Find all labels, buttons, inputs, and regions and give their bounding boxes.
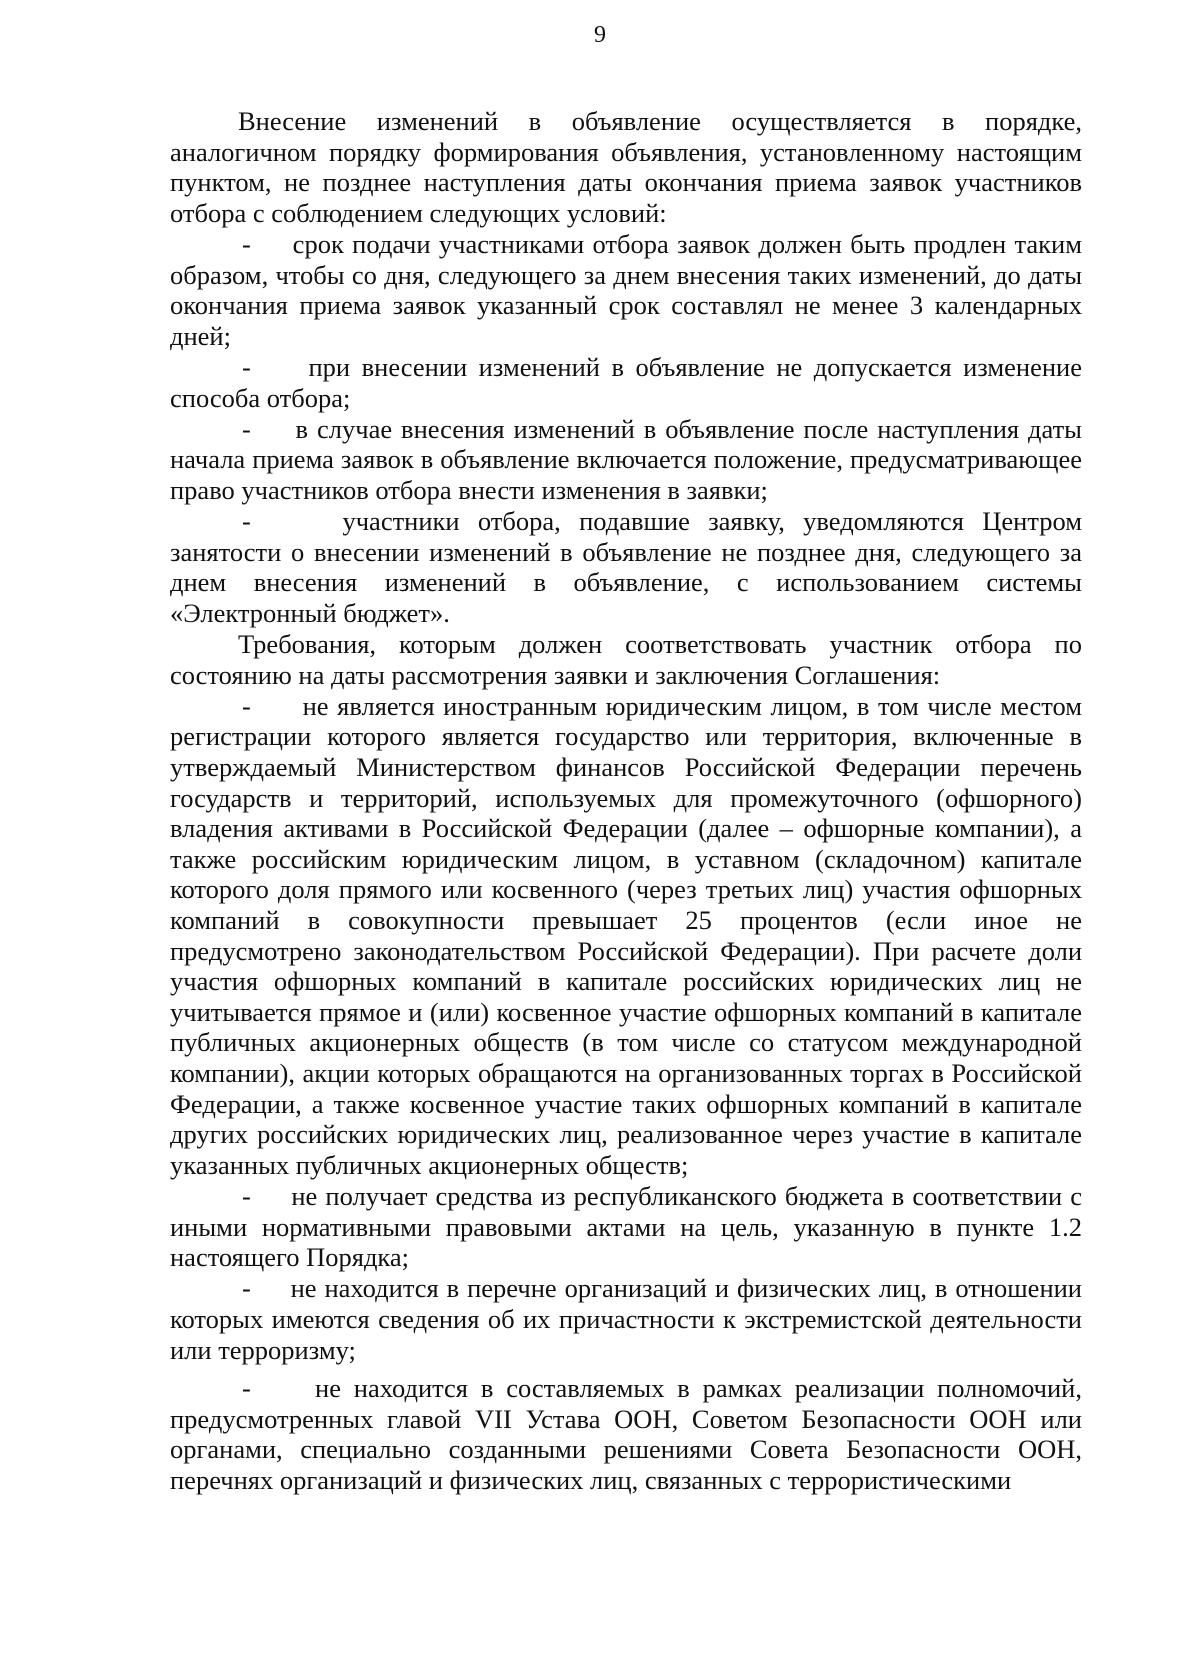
list-item: - при внесении изменений в объявление не допускается изменение способа отбора;: [170, 351, 1082, 413]
page-number: 9: [594, 22, 606, 48]
paragraph-requirements-intro: Требования, которым должен соответствовать участник отбора по состоянию на даты рассмотрения заявки и заключения Соглашения:: [170, 629, 1082, 690]
list-item: - не находится в составляемых в рамках реализации полномочий, предусмотренных главой VII Устава ООН, Советом Безопасности ООН или органами, специально созданными решениями Совета Безопасности ООН, перечнях организаций и физических лиц, связанных с террористическими: [170, 1373, 1082, 1495]
list-item: - участники отбора, подавшие заявку, уведомляются Центром занятости о внесении изменений в объявление не позднее дня, следующего за днем внесения изменений в объявление, с использованием системы «Электронный бюджет».: [170, 506, 1082, 628]
paragraph-amendment-procedure: Внесение изменений в объявление осуществляется в порядке, аналогичном порядку формирования объявления, установленному настоящим пунктом, не позднее наступления даты окончания приема заявок участников отбора с соблюдением следующих условий:: [170, 106, 1082, 228]
list-item: - срок подачи участниками отбора заявок должен быть продлен таким образом, чтобы со дня, следующего за днем внесения таких изменений, до даты окончания приема заявок указанный срок составлял не менее 3 календарных дней;: [170, 228, 1082, 351]
list-item: - не получает средства из республиканского бюджета в соответствии с иными нормативными правовыми актами на цель, указанную в пункте 1.2 настоящего Порядка;: [170, 1180, 1082, 1273]
list-item: - в случае внесения изменений в объявление после наступления даты начала приема заявок в объявление включается положение, предусматривающее право участников отбора внести изменения в заявки;: [170, 413, 1082, 505]
document-body: [170, 106, 1082, 1496]
list-item: - не находится в перечне организаций и физических лиц, в отношении которых имеются сведения об их причастности к экстремистской деятельности или терроризму;: [170, 1273, 1082, 1365]
list-item: - не является иностранным юридическим лицом, в том числе местом регистрации которого является государство или территория, включенные в утверждаемый Министерством финансов Российской Федерации перечень государств и территорий, используемых для промежуточного (офшорного) владения активами в Российской Федерации (далее – офшорные компании), а также российским юридическим лицом, в уставном (складочном) капитале которого доля прямого или косвенного (через третьих лиц) участия офшорных компаний в совокупности превышает 25 процентов (если иное не предусмотрено законодательством Российской Федерации). При расчете доли участия офшорных компаний в капитале российских юридических лиц не учитывается прямое и (или) косвенное участие офшорных компаний в капитале публичных акционерных обществ (в том числе со статусом международной компании), акции которых обращаются на организованных торгах в Российской Федерации, а также косвенное участие таких офшорных компаний в капитале других российских юридических лиц, реализованное через участие в капитале указанных публичных акционерных обществ;: [170, 690, 1082, 1180]
